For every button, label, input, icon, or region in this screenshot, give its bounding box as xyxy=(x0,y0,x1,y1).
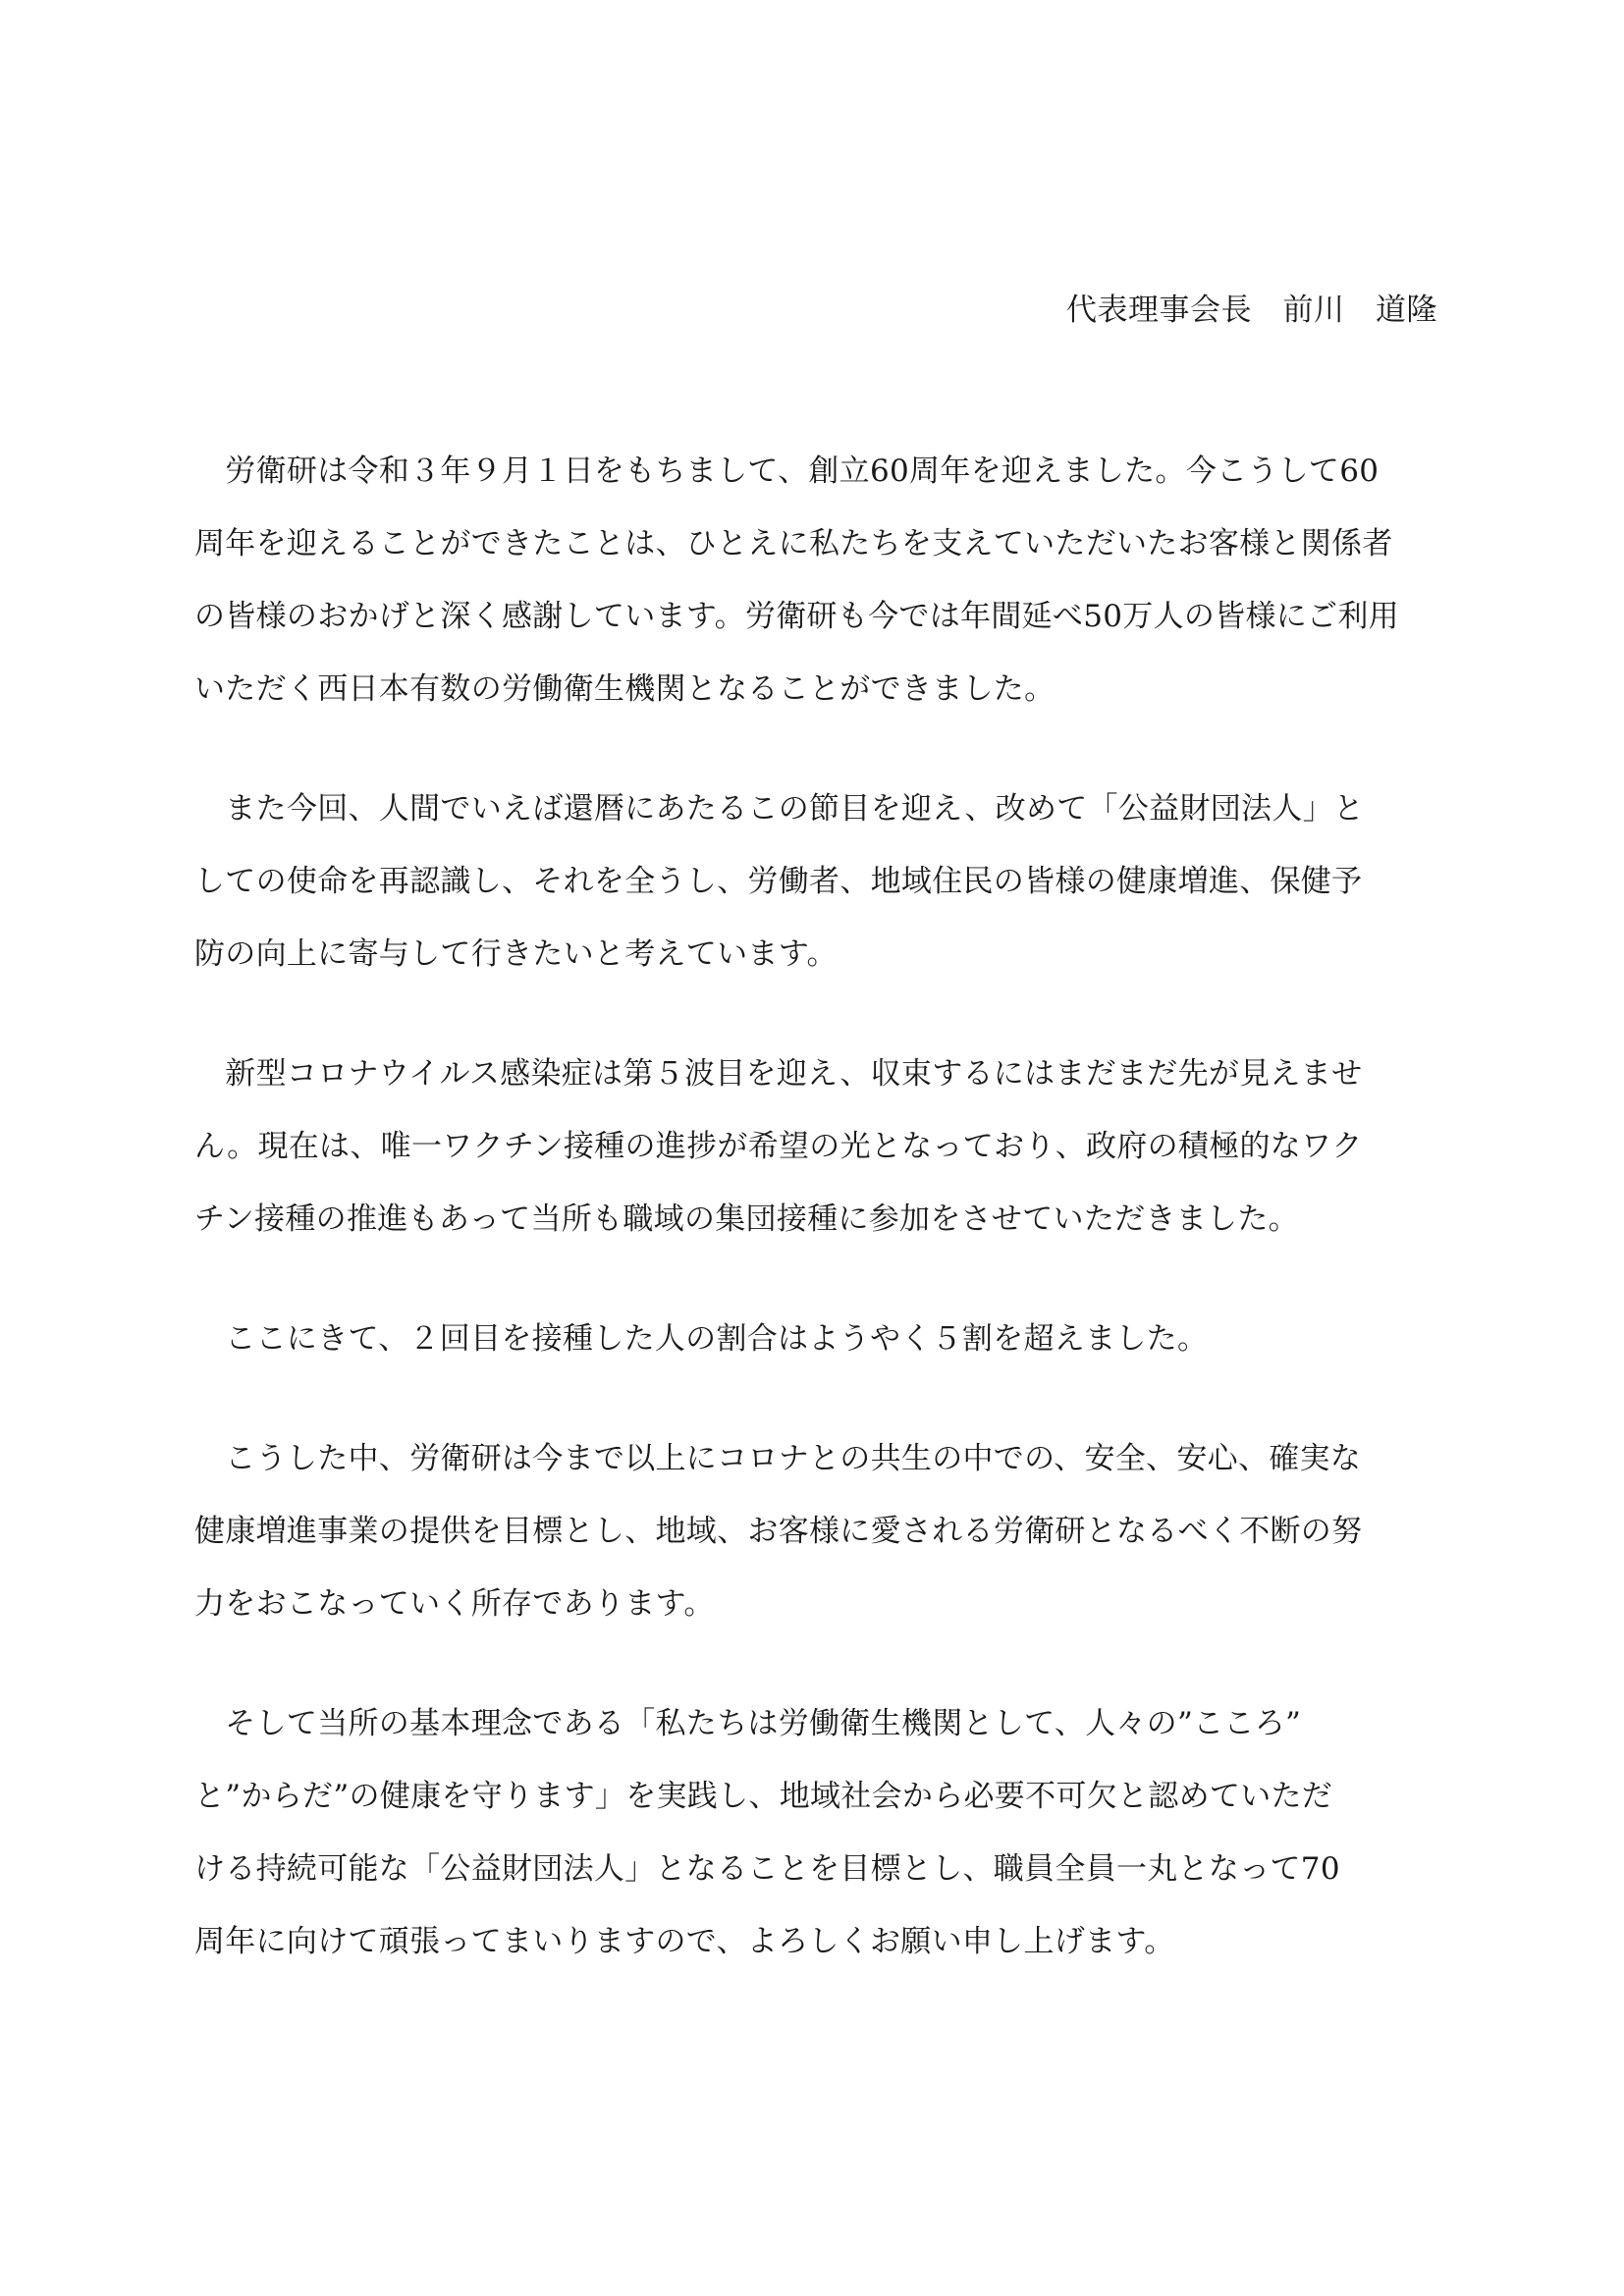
paragraph-1-line-2: 周年を迎えることができたことは、ひとえに私たちを支えていただいたお客様と関係者 xyxy=(194,526,1393,561)
paragraph-6-line-4: 周年に向けて頑張ってまいりますので、よろしくお願い申し上げます。 xyxy=(194,1924,1175,1959)
paragraph-5-line-3: 力をおこなっていく所存であります。 xyxy=(194,1586,715,1622)
paragraph-4-line-1: ここにきて、２回目を接種した人の割合はようやく５割を超えました。 xyxy=(194,1321,1209,1357)
paragraph-3-line-1: 新型コロナウイルス感染症は第５波目を迎え、収束するにはまだまだ先が見えませ xyxy=(194,1056,1363,1092)
signature-line: 代表理事会長 前川 道隆 xyxy=(1066,293,1437,328)
paragraph-6-line-1: そして当所の基本理念である「私たちは労働衛生機関として、人々の”こころ” xyxy=(194,1706,1302,1741)
paragraph-1-line-4: いただく西日本有数の労働衛生機関となることができました。 xyxy=(194,671,1056,707)
paragraph-6-line-3: ける持続可能な「公益財団法人」となることを目標とし、職員全員一丸となって70 xyxy=(194,1851,1340,1887)
paragraph-1-line-3: の皆様のおかげと深く感謝しています。労衛研も今では年間延べ50万人の皆様にご利用 xyxy=(194,599,1399,634)
paragraph-3-line-3: チン接種の推進もあって当所も職域の集団接種に参加をさせていただきました。 xyxy=(194,1201,1299,1237)
paragraph-2-line-1: また今回、人間でいえば還暦にあたるこの節目を迎え、改めて「公益財団法人」と xyxy=(194,791,1365,827)
paragraph-5-line-2: 健康増進事業の提供を目標とし、地域、お客様に愛される労衛研となるべく不断の努 xyxy=(194,1514,1363,1549)
paragraph-1-line-1: 労衛研は令和３年９月１日をもちまして、創立60周年を迎えました。今こうして60 xyxy=(194,454,1380,489)
paragraph-2-line-2: しての使命を再認識し、それを全うし、労働者、地域住民の皆様の健康増進、保健予 xyxy=(194,864,1363,899)
paragraph-2-line-3: 防の向上に寄与して行きたいと考えています。 xyxy=(194,936,838,972)
paragraph-3-line-2: ん。現在は、唯一ワクチン接種の進捗が希望の光となっており、政府の積極的なワク xyxy=(194,1129,1363,1164)
paragraph-6-line-2: と”からだ”の健康を守ります」を実践し、地域社会から必要不可欠と認めていただ xyxy=(194,1779,1333,1814)
paragraph-5-line-1: こうした中、労衛研は今まで以上にコロナとの共生の中での、安全、安心、確実な xyxy=(194,1441,1362,1476)
